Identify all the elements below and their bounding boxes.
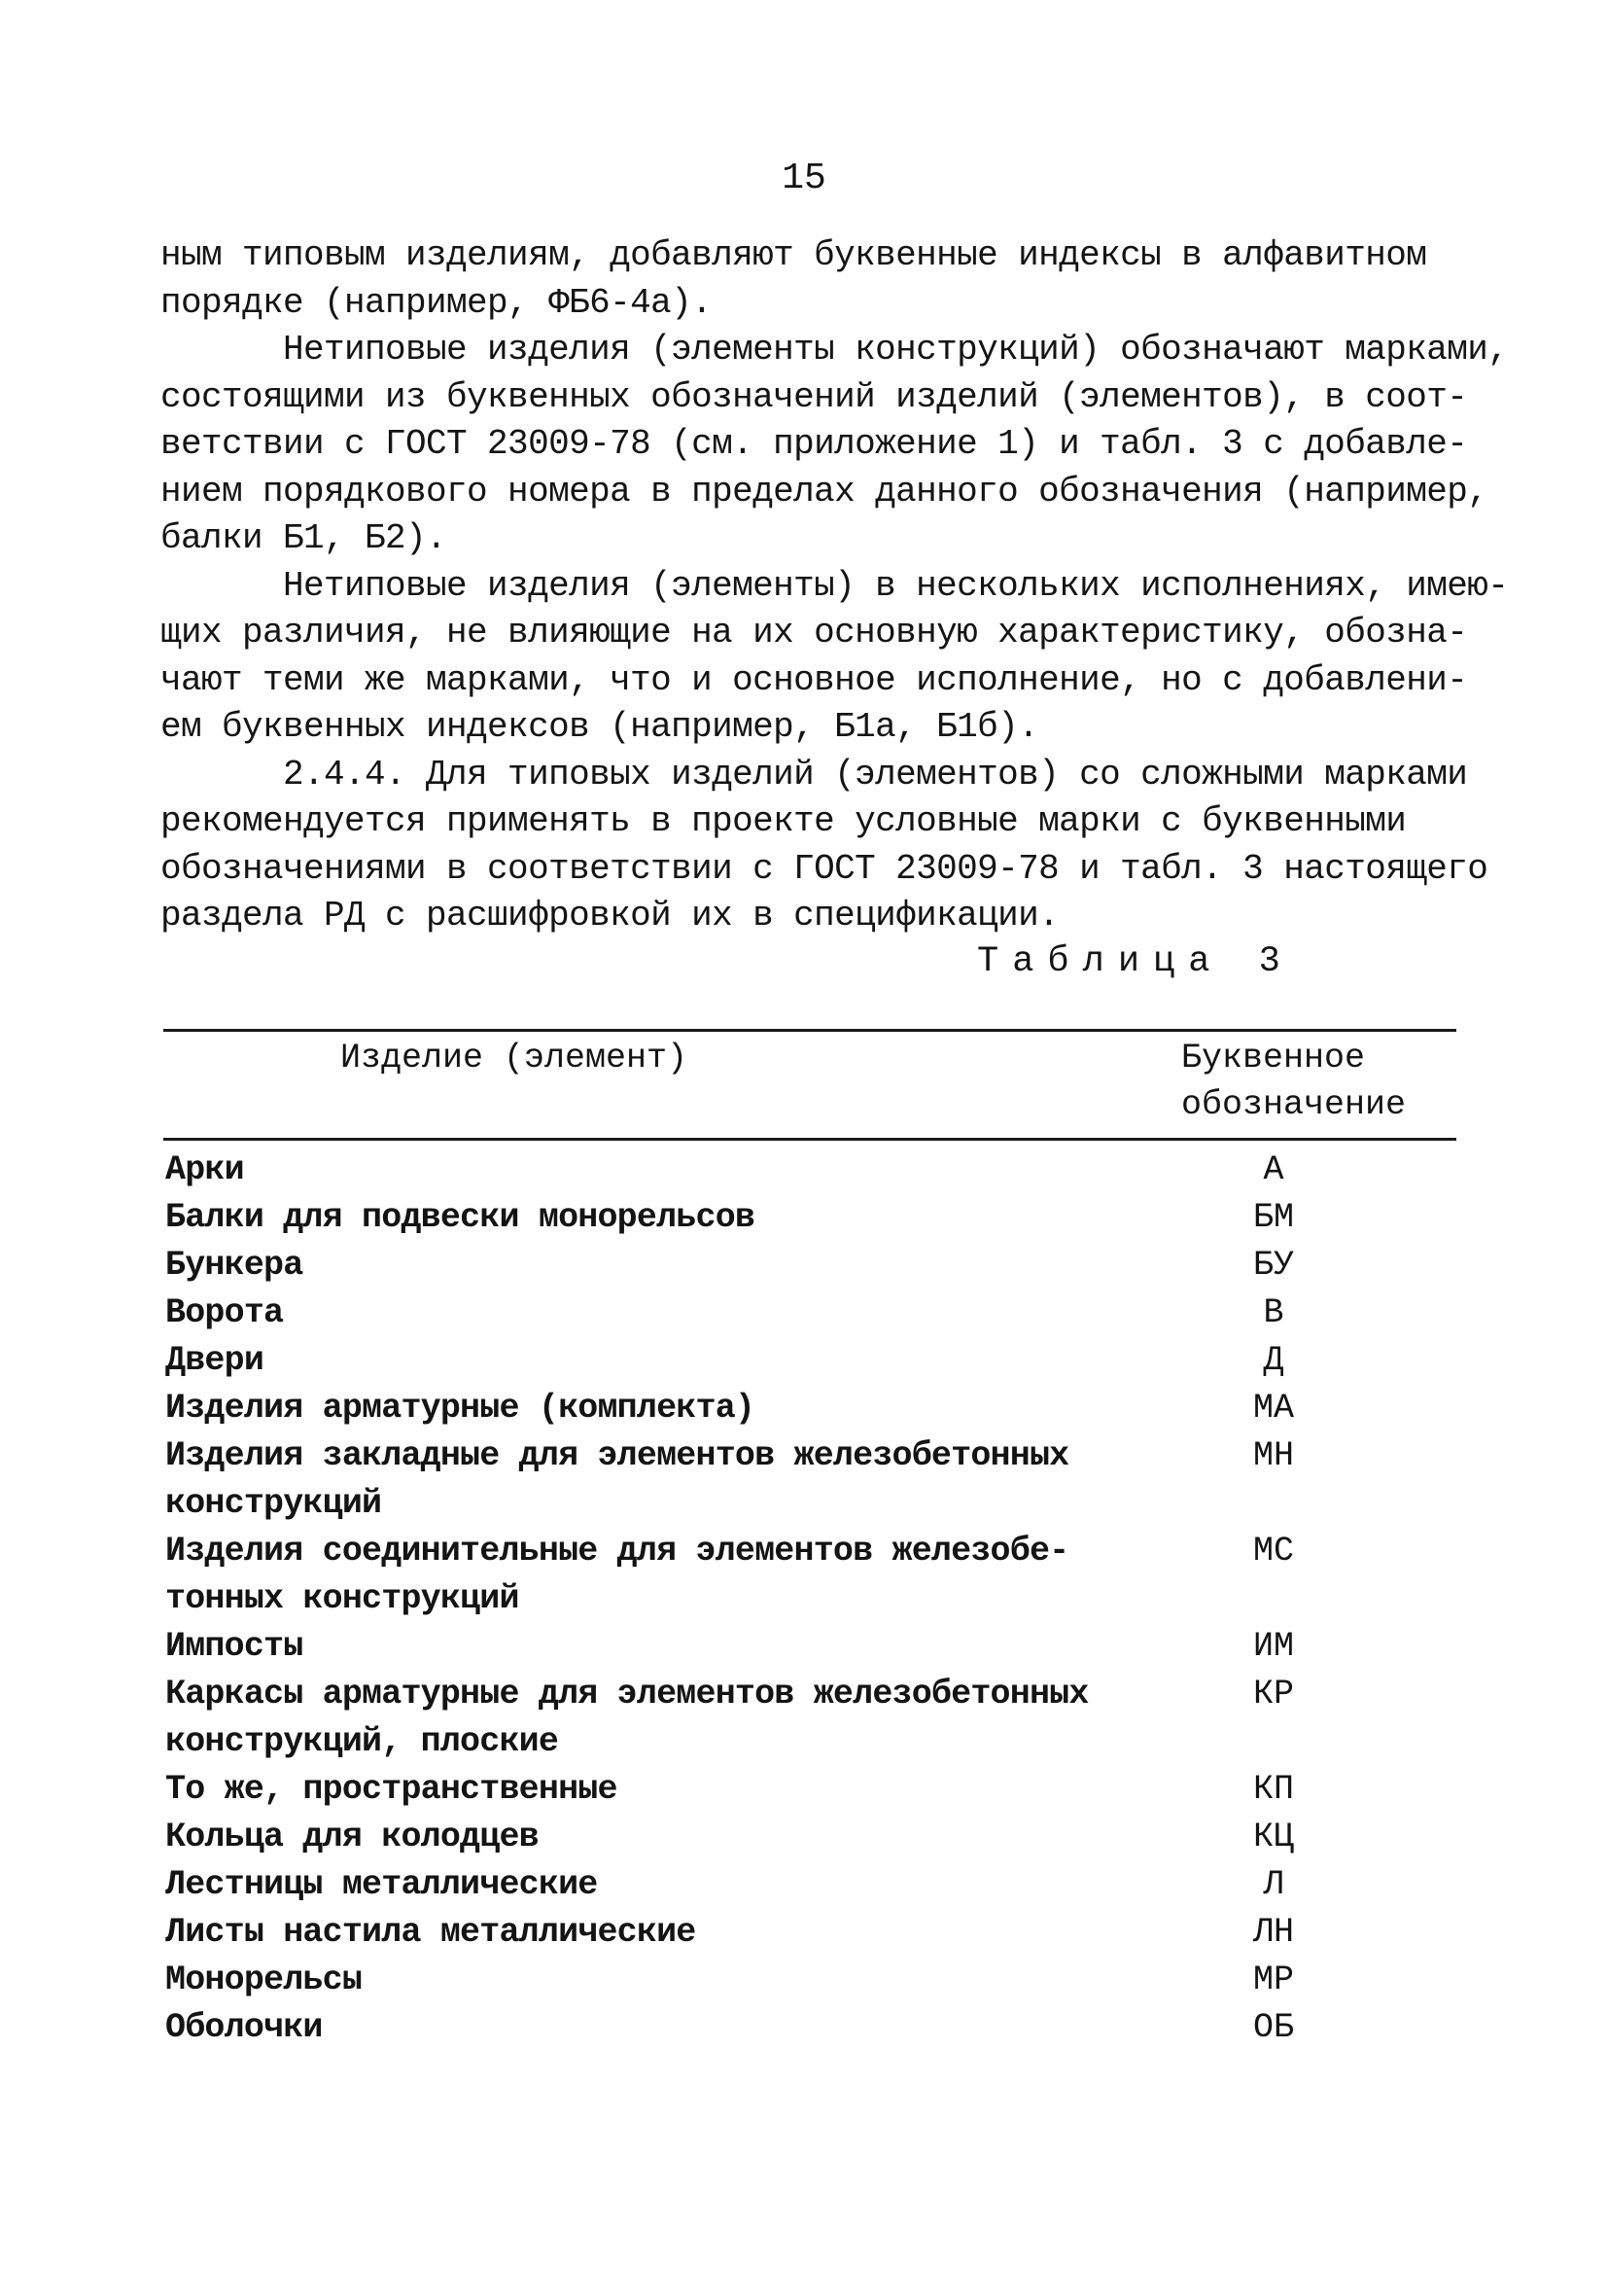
table-row-code: БМ: [1252, 1198, 1294, 1237]
table-row-name: Кольца для колодцев: [165, 1818, 539, 1856]
body-line: балки Б1, Б2).: [160, 518, 447, 558]
page-number: 15: [782, 158, 826, 199]
body-line: рекомендуется применять в проекте условные марки с буквенными: [160, 801, 1407, 841]
table-row-code: МС: [1252, 1532, 1294, 1571]
table-row-name: Импосты: [165, 1627, 303, 1666]
table-row-name: Каркасы арматурные для элементов железобетонных: [165, 1675, 1089, 1713]
table-row-code: ИМ: [1252, 1627, 1294, 1666]
table-row-name: Лестницы металлические: [165, 1865, 598, 1904]
body-line: обозначениями в соответствии с ГОСТ 23009-78 и табл. 3 настоящего: [160, 848, 1488, 889]
table-caption: Таблица 3: [977, 941, 1294, 982]
body-line: Нетиповые изделия (элементы конструкций) обозначают марками,: [160, 330, 1509, 370]
table-row-name: Арки: [165, 1150, 244, 1189]
body-line: нием порядкового номера в пределах данного обозначения (например,: [160, 471, 1488, 512]
table-row-name: Изделия арматурные (комплекта): [165, 1389, 755, 1428]
table-row-code: В: [1263, 1293, 1284, 1332]
table-row-name: То же, пространственные: [165, 1770, 617, 1809]
table-row-name: Изделия закладные для элементов железобетонных: [165, 1436, 1069, 1475]
body-line: чают теми же марками, что и основное исполнение, но с добавлени-: [160, 659, 1468, 700]
table-row-code: МР: [1252, 1960, 1294, 1999]
header-code-line1: Буквенное: [1181, 1039, 1366, 1077]
table-row-code: МА: [1252, 1389, 1294, 1428]
table-row-name: Оболочки: [165, 2008, 323, 2047]
body-line: щих различия, не влияющие на их основную характеристику, обозна-: [160, 613, 1468, 653]
header-code-line2: обозначение: [1181, 1085, 1407, 1124]
table-row-name: Двери: [165, 1341, 264, 1380]
table-row-name: Ворота: [165, 1293, 284, 1332]
table-row-name: Листы настила металлические: [165, 1913, 696, 1952]
table-header-rule: [163, 1138, 1456, 1141]
table-row-name: Балки для подвески монорельсов: [165, 1198, 755, 1237]
table-row-name: конструкций, плоские: [165, 1722, 559, 1761]
table-row-name: Изделия соединительные для элементов железобе-: [165, 1532, 1069, 1571]
table-row-code: Л: [1263, 1865, 1284, 1904]
body-line: ем буквенных индексов (например, Б1а, Б1б).: [160, 707, 1039, 747]
header-item: Изделие (элемент): [340, 1039, 688, 1077]
table-row-code: КР: [1252, 1675, 1294, 1713]
body-line: состоящими из буквенных обозначений изделий (элементов), в соот-: [160, 376, 1468, 417]
body-line: Нетиповые изделия (элементы) в нескольких исполнениях, имею-: [160, 565, 1509, 606]
body-line: 2.4.4. Для типовых изделий (элементов) со сложными марками: [160, 754, 1468, 795]
body-line: ветствии с ГОСТ 23009-78 (см. приложение 1) и табл. 3 с добавле-: [160, 424, 1468, 464]
table-row-code: БУ: [1252, 1246, 1294, 1285]
table-row-code: Д: [1263, 1341, 1284, 1380]
table-row-name: конструкций: [165, 1484, 382, 1523]
table-row-name: Монорельсы: [165, 1960, 363, 1999]
table-row-code: А: [1263, 1150, 1284, 1189]
table-row-code: ЛН: [1252, 1913, 1294, 1952]
body-line: порядке (например, ФБ6-4а).: [160, 282, 713, 323]
body-line: ным типовым изделиям, добавляют буквенные индексы в алфавитном: [160, 235, 1427, 275]
table-row-code: ОБ: [1252, 2008, 1294, 2047]
body-line: раздела РД с расшифровкой их в спецификации.: [160, 896, 1060, 936]
table-row-code: КП: [1252, 1770, 1294, 1809]
table-row-code: КЦ: [1252, 1818, 1294, 1856]
table-row-name: тонных конструкций: [165, 1579, 519, 1618]
table-top-rule: [163, 1029, 1456, 1032]
table-row-name: Бункера: [165, 1246, 303, 1285]
table-row-code: МН: [1252, 1436, 1294, 1475]
